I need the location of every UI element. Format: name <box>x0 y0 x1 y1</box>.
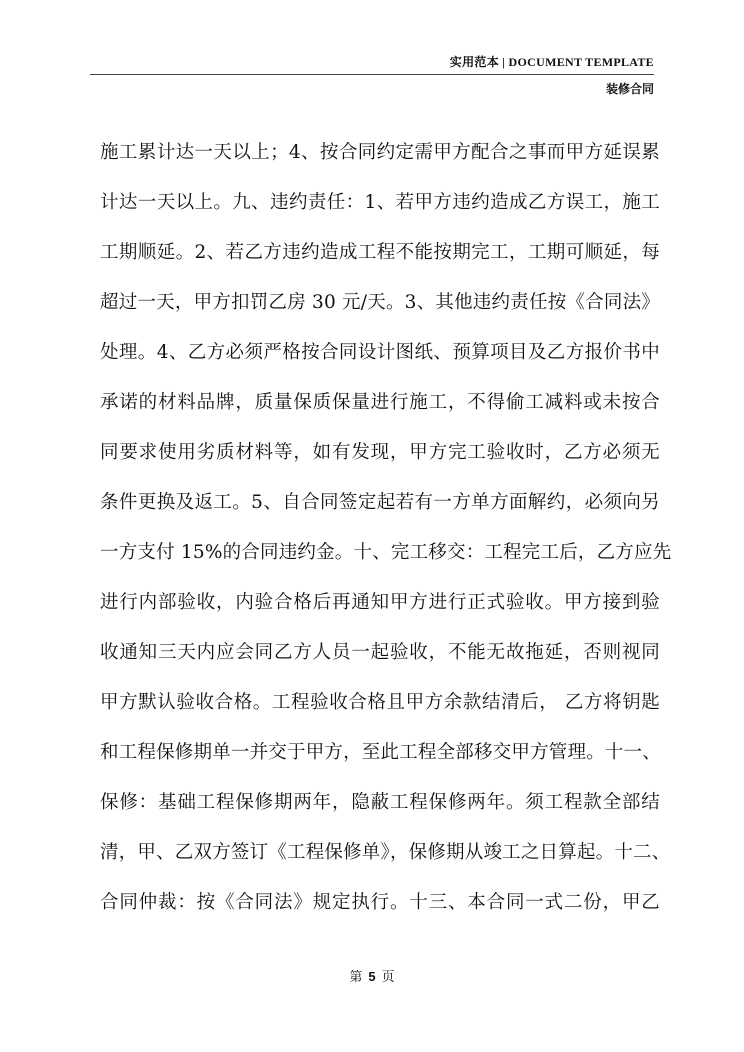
text-line: 施工累计达一天以上；4、按合同约定需甲方配合之事而甲方延误累 <box>100 142 660 163</box>
text-line: 进行内部验收，内验合格后再通知甲方进行正式验收。甲方接到验 <box>100 592 660 613</box>
header-divider <box>90 74 654 75</box>
page-suffix: 页 <box>381 970 395 985</box>
text-line: 计达一天以上。九、违约责任：1、若甲方违约造成乙方误工，施工 <box>100 192 660 213</box>
text-line: 保修：基础工程保修期两年，隐蔽工程保修两年。须工程款全部结 <box>100 792 660 813</box>
text-line: 清，甲、乙双方签订《工程保修单》，保修期从竣工之日算起。十二、 <box>100 842 671 863</box>
page-prefix: 第 <box>349 970 363 985</box>
page-number: 5 <box>368 969 376 984</box>
text-line: 和工程保修期单一并交于甲方，至此工程全部移交甲方管理。十一、 <box>100 742 662 763</box>
header-title: 实用范本 | DOCUMENT TEMPLATE <box>449 55 654 69</box>
text-line: 甲方默认验收合格。工程验收合格且甲方余款结清后， 乙方将钥匙 <box>100 692 660 713</box>
document-name: 装修合同 <box>605 82 654 96</box>
page-footer <box>0 966 744 985</box>
text-line: 条件更换及返工。5、自合同签定起若有一方单方面解约，必须向另 <box>100 492 660 513</box>
text-line: 承诺的材料品牌，质量保质保量进行施工，不得偷工减料或未按合 <box>100 392 660 413</box>
text-line: 一方支付 15%的合同违约金。十、完工移交：工程完工后，乙方应先 <box>100 542 672 563</box>
text-line: 同要求使用劣质材料等，如有发现，甲方完工验收时，乙方必须无 <box>100 442 660 463</box>
text-line: 合同仲裁：按《合同法》规定执行。十三、本合同一式二份，甲乙 <box>100 892 660 913</box>
text-line: 工期顺延。2、若乙方违约造成工程不能按期完工，工期可顺延，每 <box>100 242 660 263</box>
text-line: 超过一天，甲方扣罚乙房 30 元/天。3、其他违约责任按《合同法》 <box>100 292 660 313</box>
text-line: 处理。4、乙方必须严格按合同设计图纸、预算项目及乙方报价书中 <box>100 342 660 363</box>
text-line: 收通知三天内应会同乙方人员一起验收，不能无故拖延，否则视同 <box>100 642 660 663</box>
